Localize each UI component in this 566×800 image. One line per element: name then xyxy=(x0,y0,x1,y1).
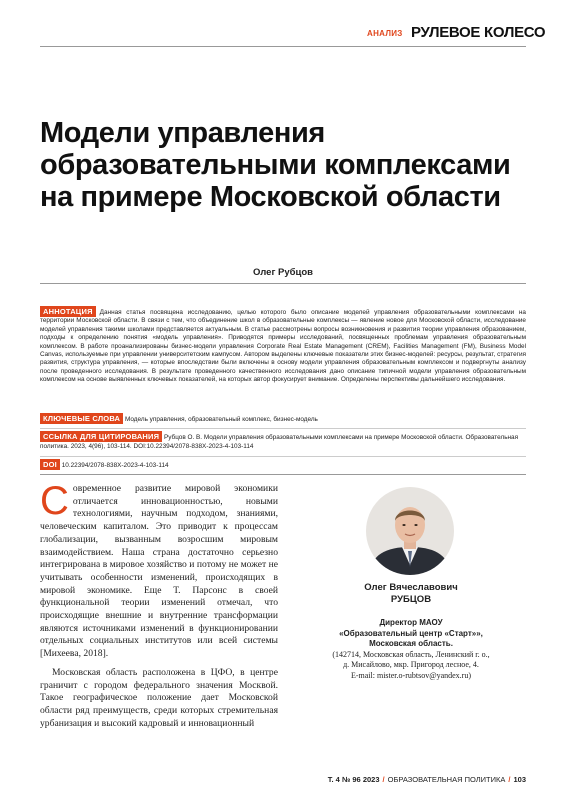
section-title: РУЛЕВОЕ КОЛЕСО xyxy=(411,24,546,41)
body-text-column xyxy=(40,479,278,736)
doi-label: DOI xyxy=(40,459,60,470)
body-paragraph-2: Московская область расположена в ЦФО, в центре граничит с городом федерального значения Москвой. Такое географическое положение дает Московской области ряд преимуществ, среди которых стремительная урбанизация и высокий кадровый и инновационный xyxy=(40,666,278,729)
doi-divider xyxy=(40,474,526,475)
footer-journal: ОБРАЗОВАТЕЛЬНАЯ ПОЛИТИКА xyxy=(387,775,506,784)
author-address-line-2: д. Мисайлово, мкр. Пригород лесное, 4. xyxy=(343,660,479,669)
footer-separator: / xyxy=(508,775,511,784)
author-email[interactable]: E-mail: mister.o-rubtsov@yandex.ru) xyxy=(350,670,471,680)
author-region: Московская область. xyxy=(369,639,453,648)
title-divider xyxy=(40,283,526,284)
citation-divider xyxy=(40,456,526,457)
article-author: Олег Рубцов xyxy=(252,267,314,278)
keywords-divider xyxy=(40,428,526,429)
keywords-label: КЛЮЧЕВЫЕ СЛОВА xyxy=(40,413,123,424)
citation-text: Рубцов О. В. Модели управления образовательными комплексами на примере Московской области. Образовательная политика. 2023, 4(96), 103-114. DOI:10.22394/2078-838X-2023-4-103-114 xyxy=(40,434,519,450)
keywords-text: Модель управления, образовательный комплекс, бизнес-модель xyxy=(124,416,318,423)
footer-year: 2023 xyxy=(362,775,380,784)
keywords-block xyxy=(40,414,526,424)
body-paragraph-1 xyxy=(40,479,278,661)
citation-label: ССЫЛКА ДЛЯ ЦИТИРОВАНИЯ xyxy=(40,431,162,442)
author-address-line-1: (142714, Московская область, Ленинский г. о., xyxy=(332,649,490,659)
rubric-label: АНАЛИЗ xyxy=(367,29,403,38)
author-card xyxy=(296,582,526,681)
footer-separator: / xyxy=(382,775,385,784)
footer-page-number: 103 xyxy=(513,775,526,784)
author-organization: «Образовательный центр «Старт»», xyxy=(339,628,483,638)
annotation-text: Данная статья посвящена исследованию, целью которого было описание моделей управления образовательными комплексами на территории Московской области. В связи с тем, что объединение школ в образовательные комплексы — явление новое для Московской области, исследование моделей управления такими школами представляется актуальным. В статье рассмотрены вопросы возникновения и развития теории управления образованием, подходы к определению понятия «модель управления». Приводятся примеры исследований, посвященных проблемам управления образовательным комплексом. В работе проанализированы бизнес-модели управления Corporate Real Estate Management (CREM), Facilities Management (FM), Business Model Canvas, используемые при управлении университетским кампусом. Автором выделены ключевые показатели этих бизнес-моделей: ресурсы, результат, стратегия развития, структура управления, — которые впоследствии были включены в основу модели управления образовательным комплексом и подвергнуты анализу после проведенного исследования. В результате проведенного качественного исследования дано описание типичной модели управления образовательным комплексом на основе выявленных ключевых показателей, на которых автор фокусирует внимание. Определены перспективы дальнейшего исследования. xyxy=(40,309,526,384)
article-title: Модели управления образовательными комплексами на примере Московской области xyxy=(40,117,511,213)
annotation-label: АННОТАЦИЯ xyxy=(40,306,96,317)
page-footer xyxy=(0,775,526,784)
drop-cap: С xyxy=(40,479,69,523)
doi-link[interactable]: 10.22394/2078-838X-2023-4-103-114 xyxy=(61,462,169,469)
author-portrait-image xyxy=(366,487,454,575)
doi-block xyxy=(40,460,169,469)
author-position: Директор МАОУ xyxy=(379,618,443,627)
header-divider xyxy=(40,46,526,47)
body-paragraph-1-text: овременное развитие мировой экономики отличается инновационностью, новыми технологиями, научным подходом, знаниями, человеческим капиталом. Это приводит к процессам глобализации, вызванным возросшим мировым взаимодействием. Наша страна достаточно серьезно интегрирована в мировое хозяйство и потому не может не учитывать особенности изменений, происходящих в мировой экономике. Еще Т. Парсонс в своей функциональной теории изменений отмечал, что происходящие внешние и внутренние трансформации являются источниками изменений в функционировании отдельных социальных институтов или всей системы [Михеева, 2018]. xyxy=(40,483,278,660)
author-surname: РУБЦОВ xyxy=(390,594,432,605)
author-photo xyxy=(366,487,454,575)
author-first-names: Олег Вячеславович xyxy=(364,582,458,593)
footer-issue: Т. 4 № 96 xyxy=(327,775,361,784)
annotation-block xyxy=(40,308,526,385)
citation-block xyxy=(40,432,526,451)
